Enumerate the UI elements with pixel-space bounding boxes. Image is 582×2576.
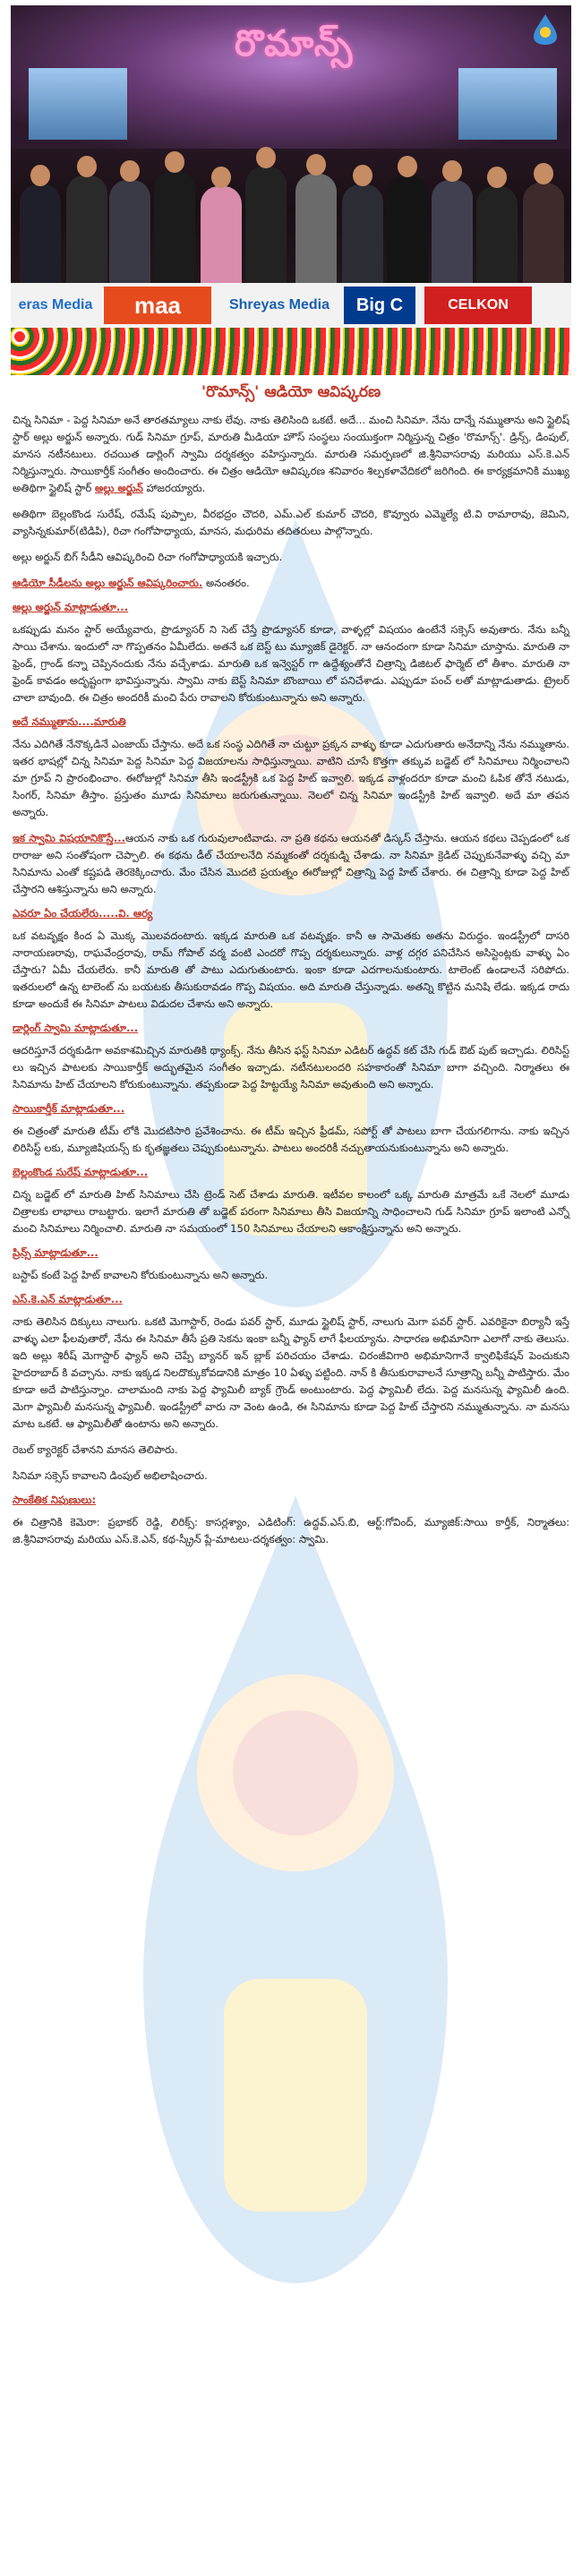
credits-section <box>13 1493 569 1548</box>
section-heading: ఎస్.కె.ఎన్ మాట్లాడుతూ... <box>13 1293 123 1305</box>
audio-launch-text: అనంతరం. <box>202 577 250 589</box>
person <box>245 167 287 292</box>
section-text: ఆదరిస్తూనే దర్శకుడిగా అవకాశమిచ్చిన మారుతికి థ్యాంక్స్. నేను తీసిన ఫస్ట్ సినిమా ఎడిటర్ ఉద్ధవ్ కట్ చేసి గుడ్ ఔట్ పుట్ ఇచ్చాడు. లిరిసిస్ట్ లు ఇచ్చిన పాటలకు సాయికార్తీక్ అద్భుతమైన సంగీతం ఇచ్చాడు. నటీనటులందరి సహకారంతో సినిమా బాగా వచ్చింది. నిర్మాతలు ఈ సినిమాను హిట్ చేయాలని కోరుకుంటున్నాను. తప్పకుండా పెద్ద హిట్టయ్యే సినిమా అవుతుంది అని అన్నారు. <box>13 1044 569 1091</box>
intro-text: చిన్న సినిమా - పెద్ద సినిమా అనే తారతమ్యాలు నాకు లేవు. నాకు తెలిసింది ఒకటే. అదే... మంచి సినిమా. నేను దాన్నే నమ్ముతాను అని స్టైలిష్ స్టార్ అల్లు అర్జున్ <box>13 414 569 443</box>
guests-paragraph: అతిథిగా బెల్లంకొండ సురేష్, రమేష్ పుప్పాల, వీరభద్రం చౌదరి, ఎమ్.ఎల్ కుమార్ చౌదరి, కొవ్వూరు ఎమ్మెల్యే టి.వి రామారావు, జెమిని, వ్యాసిన్నకుమార్(టిడిపి), రిచా గంగోపాధ్యాయ, మానస, మధురిమ తదితరులు పాల్గొన్నారు. <box>13 508 569 537</box>
sponsor-logo: eras Media <box>18 297 93 312</box>
section-heading: ఇక స్వామి విషయానికొస్తే... <box>13 832 126 844</box>
section-text: బస్టాప్ కంటే పెద్ద హిట్ కావాలని కోరుకుంటున్నాను అని అన్నారు. <box>13 1269 269 1281</box>
section-text: ఒక వటవృక్షం కింద ఏ మొక్క మొలవదంటారు. ఇక్కడ మారుతి ఒక వటవృక్షం. కానీ ఆ సామెతకు అతను విరుద్ధం. ఇండస్ట్రీలో దాసరి నారాయణరావు, రాఘవేంద్రరావు, రామ్ గోపాల్ వర్మ వంటి ఎందరో గొప్ప దర్శకులున్నారు. వాళ్ల దగ్గర పనిచేసిన అసిస్టెంట్లకు వాళ్ళు ఏం చేస్తారు? ఏమీ చేయలేరు. కానీ మారుతి తో పాటు ఎదుగుతుంటారు. ఇంకా కూడా ఎదగాలనుకుంటారు. టాలెంట్ ఉండాలనే సరిపోదు. ఇతరులలో ఉన్న టాలెంట్ ను బయటకు తీసుకురావడం గొప్ప విషయం. అది మారుతి చేస్తున్నాడు. అతన్ని కొట్టిన మనిషి లేడు. ఇక్కడ రాదు కూడా అందుకే ఈ సినిమా పాటలు విడుదల చేశాను అని అన్నారు. <box>13 929 569 1010</box>
sponsor-banner <box>11 283 571 328</box>
speech-section <box>13 1246 569 1284</box>
sponsor-logo: maa <box>104 287 211 324</box>
people-on-stage <box>11 113 571 292</box>
section-heading: అదే నమ్ముతాను....మారుతి <box>13 715 126 728</box>
speech-section <box>13 601 569 706</box>
person <box>342 184 383 292</box>
intro-paragraph <box>13 412 569 497</box>
person <box>66 175 107 292</box>
credits-heading: సాంకేతిక నిపుణులు: <box>13 1493 97 1506</box>
site-logo-icon <box>528 13 562 47</box>
section-heading: బెల్లంకొండ సురేష్ మాట్లాడుతూ... <box>13 1166 149 1178</box>
speech-section <box>13 1022 569 1093</box>
person <box>387 175 428 292</box>
intro-text: అన్నారు. గుడ్ సినిమా గ్రూప్, మారుతి మీడియా హౌస్ సంస్థలు సంయుక్తంగా నిర్మిస్తున్న చిత్రం 'రొమాన్స్'. డ్రిన్స్, డింపుల్, మానస నటీనటులు. రచయిత డార్లింగ్ స్వామి దర్శకత్వం వహిస్తున్నారు. మారుతి సమర్పణలో జి.శ్రీనివాసరావు మరియు ఎస్.కె.ఎన్ నిర్మిస్తున్నారు. సాయికార్తీక్ సంగీతం అందించారు. ఈ చిత్రం ఆడియో ఆవిష్కరణ శనివారం శిల్పకళావేదికలో జరిగింది. ఈ కార్యక్రమానికి ముఖ్య అతిథిగా స్టైలిష్ స్టార్ <box>13 431 569 494</box>
sponsor-logo: CELKON <box>424 287 532 324</box>
section-body: ఆయన నాకు ఒక గురువులాంటివాడు. నా ప్రతి కథను ఆయనతో డిస్కస్ చేస్తాను. ఆయన కథలు చెప్పడంలో ఒక రారాజు అని సంతోషంగా చెప్పాలి. ఈ కథను డీల్ చేయాలనేది నమ్మకంతో దర్శకుడ్ని చేశాడు. నా సినిమా క్రెడిట్ చెప్పుకునేవాళ్ళు వచ్చి మా సినిమాను ఎంతో కష్టపడి తెరకెక్కించారు. మేం చేసిన మొదటి ప్రయత్నం ఈరోజుల్లో చిత్రాన్ని పెద్ద హిట్ చేశారు. ఈ చిత్రాన్ని కూడా పెద్ద హిట్ చేస్తారని ఆశిస్తున్నాను అని అన్నారు. <box>13 832 569 895</box>
person <box>523 183 564 292</box>
person <box>154 171 195 292</box>
section-heading: అల్లు అర్జున్ మాట్లాడుతూ... <box>13 601 129 613</box>
sponsor-logo: Shreyas Media <box>228 297 330 312</box>
person <box>476 186 518 292</box>
section-text: ఒకప్పుడు మనం స్టార్ అయ్యేవారు, ప్రొడ్యూసర్ ని సెట్ చేస్తే ప్రొడ్యూసర్ కూడా, వాళ్ళల్లో విషయం ఉంటేనే సక్సెస్ అవుతారు. నేను బన్నీ సాయి చేశాను. ఇందులో నా గొప్పతనం ఏమీలేదు. అతనే ఒక బెస్ట్ టు మ్యూజిక్ డైరెక్టర్. నా ఆనందంగా కూడా సినిమా చూస్తాను. మారుతి నా ఫ్రెండ్, గ్రాండ్ కన్నా చెప్పినందుకు నేను వచ్చేశాడు. మారుతి ఒక ఇన్వెస్టర్ గా ఉద్దేశ్యంతోనే చిత్రాన్ని డిజిటల్ ఫార్మెట్ లో తీశాం. మారుతి నా ఫ్రెండ్ కావడం అదృష్టంగా భావిస్తున్నాను. స్వామి నాకు బెస్ట్ సినిమా బొంబాయి లో పనిచేశాడు. ఎప్పుడూ పంచ్ లతో మాట్లాడుతాడు. ట్రైలర్ చాలా బావుంది. ఈ చిత్రం అందరికీ మంచి పేరు రావాలని కోరుకుంటున్నాను అని అన్నారు. <box>13 623 569 704</box>
speech-section <box>13 907 569 1013</box>
audio-launch-heading: ఆడియో సీడీలను అల్లు అర్జున్ ఆవిష్కరించారు. <box>13 577 203 589</box>
person <box>109 180 150 292</box>
section-text <box>13 830 569 898</box>
section-text: నాకు తెలిసిన దిక్కులు నాలుగు. ఒకటి మెగాస్టార్, రెండు పవర్ స్టార్, మూడు స్టైలిష్ స్టార్, నాలుగు మెగా పవర్ స్టార్. ఎవరికైనా బిర్యానీ ఇస్తే వాళ్ళు ఎలా ఫీలవుతారో, నేను ఈ సినిమా తీసే ప్రతి సెకను ఇంకా బన్నీ ఫ్యాన్ లాగే ఫీలయ్యాను. సాధారణ అభిమానిగా ఎలాగో నాకు తెలుసు. ఇది అల్లు శిరీష్ మెగాస్టార్ ఫ్యాన్ అని చెప్పే బ్యానర్ ఇన్ బ్లాక్ పరిచయం చేశాడు. చిరంజీవిగారి అభిమానిగానే క్వాలిఫికేషన్ పెంచుకుని హైదరాబాద్ కి వచ్చాను. నాకు ఇక్కడ నిలదొక్కుకోవడానికి మాత్రం 10 ఏళ్ళు పట్టింది. నాన్ కి తీసుకురావాలనే సూత్రాన్ని బన్నీ పాటిస్తారు. మేం కూడా అదే పాటిస్తున్నాం. చాలామంది నాకు పెద్ద ఫ్యామిలీ బ్యాక్ గ్రౌండ్ అంటుంటారు. పెద్ద ఫ్యామిలీ లేదు. పెద్ద మనసున్న ఫ్యామిలీ ఉంది. మెగా ఫ్యామిలీ మనసున్న ఫ్యామిలీ. ఇండస్ట్రీలో వారు నా వెంట ఉండి, ఈ సినిమాను కూడా పెద్ద హిట్ చేస్తారని నమ్ముతున్నాను. నా మనసు మాట ఒకటే. ఆ ఫ్యామిలీతో ఉంటాను అని అన్నారు. <box>13 1315 569 1430</box>
speech-section <box>13 1102 569 1157</box>
closing-paragraph: సినిమా సక్సెస్ కావాలని డింపుల్ అభిలాషించారు. <box>13 1469 208 1482</box>
speech-section <box>13 1293 569 1433</box>
person <box>20 184 61 292</box>
section-heading: ప్రిన్స్ మాట్లాడుతూ... <box>13 1246 98 1259</box>
person <box>201 186 242 292</box>
closing-paragraph: రెబల్ క్యారెక్టర్ చేశానని మానస తెలిపారు. <box>13 1443 178 1456</box>
person <box>295 174 337 292</box>
section-heading: డార్లింగ్ స్వామి మాట్లాడుతూ... <box>13 1022 139 1034</box>
section-heading: ఎవరూ ఏం చేయలేరు.....వి. ఆర్య <box>13 907 153 920</box>
cd-paragraph: అల్లు అర్జున్ బిగ్ సీడీని ఆవిష్కరించి రిచా గంగోపాధ్యాయకి ఇచ్చారు. <box>13 551 283 563</box>
credits-text: ఈ చిత్రానికి కెమెరా: ప్రభాకర్ రెడ్డి, లిరిక్స్: కాసర్లశ్యాం, ఎడిటింగ్: ఉద్ధవ్.ఎస్.బి, ఆర్ట్:గోవింద్, మ్యూజిక్:సాయి కార్తీక్, నిర్మాతలు: జి.శ్రీనివాసరావు మరియు ఎస్.కె.ఎన్, కథ-స్క్రీన్ ప్లే-మాటలు-దర్శకత్వం: స్వామి. <box>13 1516 569 1545</box>
section-heading: సాయికార్తీక్ మాట్లాడుతూ... <box>13 1102 125 1115</box>
person <box>432 180 473 292</box>
allu-arjun-link[interactable]: అల్లు అర్జున్ <box>95 482 143 494</box>
watermark-logo-icon <box>107 1477 484 2373</box>
article-body <box>13 412 569 1557</box>
event-photo <box>11 5 571 375</box>
speech-section <box>13 715 569 821</box>
intro-text: హాజరయ్యారు. <box>142 482 206 494</box>
audio-launch-paragraph <box>13 575 569 592</box>
sponsor-logo: Big C <box>344 287 415 324</box>
section-text: నేను ఎదిగితే నేనొక్కడినే ఎంజాయ్ చేస్తాను. అదే ఒక సంస్థ ఎదిగితే నా చుట్టూ ప్రక్కన వాళ్ళు కూడా ఎదుగుతారు అనేదాన్ని నేను నమ్ముతాను. ఇతర భాషల్లో చిన్న సినిమా పెద్ద సినిమా పెద్ద విజయాలను సాధిస్తున్నాయి. వాటిని చూసే కొత్తగా తక్కువ బడ్జెట్ లో సినిమాలు నిర్మించాలని మా గ్రూప్ ని ప్రారంభించాం. ఈరోజుల్లో సినిమా తీసి ఇండస్ట్రీకి ఒక పెద్ద హిట్ ఇవ్వాలి. ఇక్కడ వాళ్లందరూ కూడా మంచి ఓపిక తోనే నటుడు, సింగర్, సినిమా తీస్తాం. ప్రస్తుతం మూడు సినిమాలు జరుగుతున్నాయి. నెలలో చిన్న సినిమా ఇండస్ట్రీకి హిట్ ఇవ్వాలి. అదే మా తపన అన్నారు. <box>13 738 569 818</box>
speech-section <box>13 1166 569 1237</box>
section-text: చిన్న బడ్జెట్ లో మారుతి హిట్ సినిమాలు చేసి ట్రెండ్ సెట్ చేశాడు మారుతి. ఇటీవల కాలంలో ఒక్క మారుతి మాత్రమే ఒకే నెలలో మూడు చిత్రాలకు లాభాలు రాబట్టారు. ఇలాగే మారుతి తో బడ్జెట్ పరంగా సినిమాలు తీసి విజయాన్ని సాధించాలని గుడ్ సినిమా గ్రూప్ ఇలాంటి ఎన్నో మంచి సినిమాలు నిర్మించాలి. మారుతి నా సమయంలో 150 సినిమాలు చేయాలని ఆకాంక్షిస్తున్నాను అని అన్నారు. <box>13 1188 569 1235</box>
article-headline: 'రొమాన్స్' ఆడియో ఆవిష్కరణ <box>201 383 381 401</box>
photo-title-overlay: రొమాన్స్ <box>235 23 355 64</box>
flower-decoration <box>11 328 571 375</box>
speech-section <box>13 830 569 898</box>
section-text: ఈ చిత్రంతో మారుతి టీమ్ లోకి మొదటిసారి ప్రవేశించాను. ఈ టీమ్ ఇచ్చిన ఫ్రీడమ్, సపోర్ట్ తో పాటలు బాగా చేయగలిగాను. నాకు ఇచ్చిన లిరిసిస్ట్ లకు, మ్యూజిషియన్స్ కు కృతజ్ఞతలు చెప్పుకుంటున్నాను. పాటలు అందరికీ నచ్చుతాయనుకుంటున్నాను అని అన్నారు. <box>13 1125 569 1154</box>
